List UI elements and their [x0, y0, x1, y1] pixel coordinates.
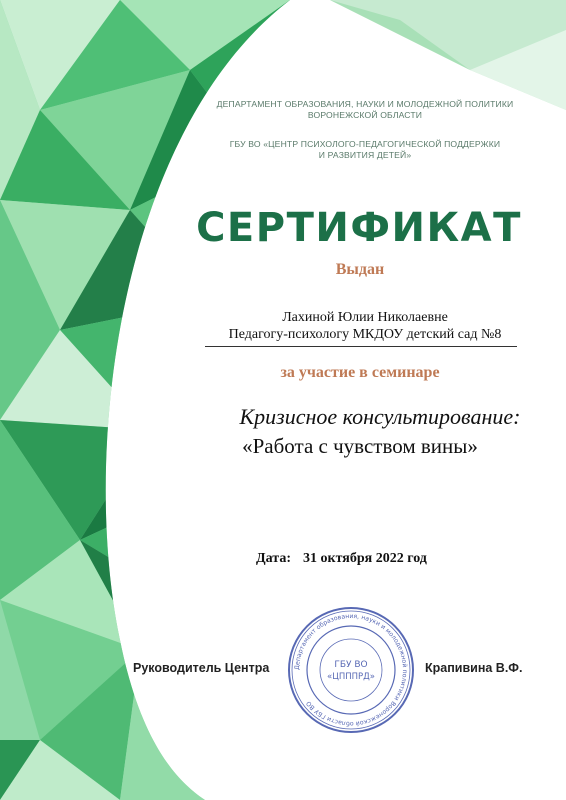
issued-label: Выдан — [335, 261, 385, 278]
official-stamp — [286, 605, 416, 735]
stamp-center-line-1: ГБУ ВО — [334, 660, 368, 670]
center-line-1: ГБУ ВО «ЦЕНТР ПСИХОЛОГО-ПЕДАГОГИЧЕСКОЙ ПОДДЕРЖКИ — [229, 139, 501, 149]
date-label: Дата: — [256, 551, 291, 566]
seminar-title-line-2: «Работа с чувством вины» — [242, 434, 478, 458]
recipient-underline — [205, 346, 517, 347]
department-line-1: ДЕПАРТАМЕНТ ОБРАЗОВАНИЯ, НАУКИ И МОЛОДЕЖНОЙ ПОЛИТИКИ — [216, 99, 514, 109]
stamp-center-line-2: «ЦПППРД» — [327, 672, 375, 682]
recipient-name: Лахиной Юлии Николаевне — [282, 310, 448, 325]
department-header — [190, 99, 540, 121]
certificate-title: СЕРТИФИКАТ — [196, 205, 522, 251]
department-line-2: ВОРОНЕЖСКОЙ ОБЛАСТИ — [307, 110, 423, 120]
date-value: 31 октября 2022 год — [303, 551, 427, 566]
top-right-polygon-pattern — [330, 0, 566, 110]
participation-label: за участие в семинаре — [280, 364, 440, 381]
seminar-title-line-1: Кризисное консультирование: — [239, 404, 521, 429]
signature-role: Руководитель Центра — [133, 661, 270, 675]
center-header — [190, 139, 540, 161]
signature-name: Крапивина В.Ф. — [425, 661, 523, 675]
recipient-position: Педагогу-психологу МКДОУ детский сад №8 — [228, 327, 502, 342]
recipient-block — [205, 309, 525, 343]
stamp-ring-text: Департамент образования, науки и молодежной политики Воронежской области ГБУ ВО — [293, 612, 409, 728]
center-line-2: И РАЗВИТИЯ ДЕТЕЙ» — [318, 150, 412, 160]
